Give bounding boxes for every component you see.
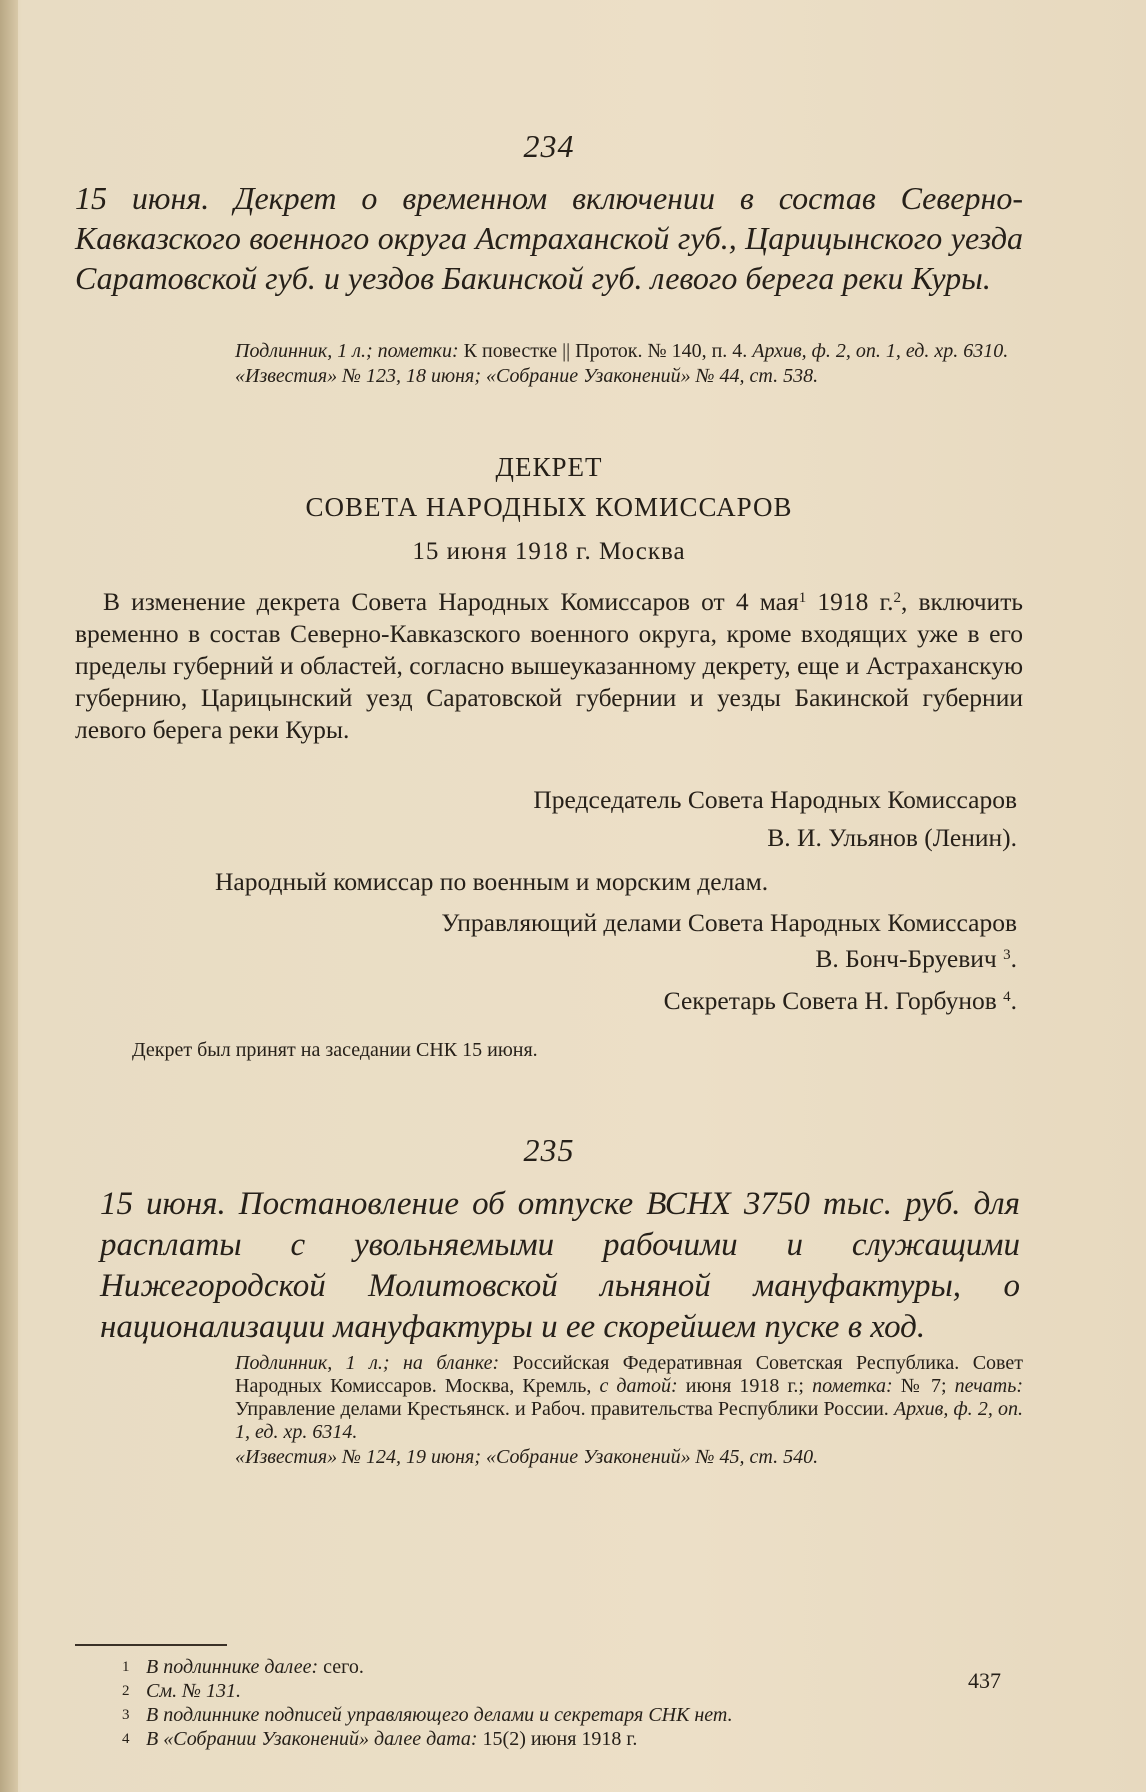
source-publication: «Известия» № 123, 18 июня; «Собрание Узаконений» № 44, ст. 538. [235,365,819,387]
signature-military-commissar: Народный комиссар по военным и морским делам. [215,867,769,896]
source-publication-235: «Известия» № 124, 19 июня; «Собрание Узаконений» № 45, ст. 540. [235,1446,819,1468]
src-mark: № 7; [892,1375,955,1397]
secretary-name: Секретарь Совета Н. Горбунов [663,986,997,1015]
decree-date-place: 15 июня 1918 г. Москва [412,538,686,565]
footnote-ref-2: 2 [893,590,901,606]
footnote-italic: В подлиннике далее: [146,1656,319,1678]
footnote-mark: 2 [122,1683,130,1699]
src-date: июня 1918 г.; [677,1375,813,1397]
footnote-text: сего. [318,1656,364,1678]
document-heading-235: 15 июня. Постановление об отпуске ВСНХ 3750 тыс. руб. для расплаты с увольняемыми рабочими и служащими Нижегородской Молитовской льняной мануфактуры, о национализации мануфактуры и ее скорейшем пуске в ход. [100,1186,1020,1345]
footnote-text: 15(2) июня 1918 г. [477,1728,638,1750]
source-archive: Архив, ф. 2, оп. 1, ед. хр. 6310. [752,340,1009,362]
signature-chairman-name: В. И. Ульянов (Ленин). [767,823,1017,852]
footnote-italic: См. № 131. [146,1680,241,1702]
footnote-divider [75,1644,227,1646]
document-number-234: 234 [523,128,575,164]
signature-secretary: Секретарь Совета Н. Горбунов $^4$. [663,986,1017,1015]
footnote-ref-4: 4 [1003,989,1011,1005]
footnote-mark: 4 [122,1731,130,1747]
footnote-mark: 1 [122,1659,130,1675]
src-original: Подлинник, 1 л.; на бланке: [235,1352,500,1374]
src-seal: Управление делами Крестьянск. и Рабоч. правительства Республики России. [235,1398,894,1420]
manager-name: В. Бонч-Бруевич [815,944,997,973]
footnote-3 [122,1704,1002,1726]
footnote-mark: 3 [122,1707,130,1723]
src-mark-label: пометка: [812,1375,893,1397]
signature-manager-role: Управляющий делами Совета Народных Комиссаров [441,908,1017,937]
footnote-4 [122,1728,1002,1750]
footnote-1 [122,1656,1002,1678]
footnote-ref-1: 1 [798,590,807,606]
signature-chairman-role: Председатель Совета Народных Комиссаров [533,785,1017,814]
document-number-235: 235 [523,1132,575,1168]
body-text-3: , включить временно в состав Северно-Кавказского военного округа, кроме входящих уже в его пределы губерний и областей, согласно вышеуказанному декрету, еще и Астраханскую губернию, Царицынский уезд Саратовской губернии и уезды Бакинской губернии левого берега реки Куры. [75,587,1023,744]
source-marks: К повестке || Проток. № 140, п. 4. [458,340,753,362]
src-date-label: с датой: [599,1375,678,1397]
source-reference-234 [75,340,1023,388]
document-heading-234: 15 июня. Декрет о временном включении в состав Северно-Кавказского военного округа Астраханской губ., Царицынского уезда Саратовской губ. и уездов Бакинской губ. левого берега реки Куры. [75,180,1023,296]
src-seal-label: печать: [954,1375,1023,1397]
decree-body [75,586,1023,746]
decree-title-line1: ДЕКРЕТ [495,452,603,482]
footnote-italic: В «Собрании Узаконений» далее дата: [146,1728,478,1750]
src-letterhead: Российская Федеративная Советская Республика. Совет Народных Комиссаров. Москва, Кремль, [235,1352,1023,1397]
signature-manager-name: В. Бонч-Бруевич $^3$. [815,944,1017,973]
footnote-2 [122,1680,1002,1702]
page-number: 437 [968,1668,1001,1693]
src-archive: Архив, ф. 2, оп. 1, ед. хр. 6314. [235,1398,1023,1443]
decree-title-line2: СОВЕТА НАРОДНЫХ КОМИССАРОВ [305,492,793,522]
footnote-ref-3: 3 [1003,947,1011,963]
source-italic: Подлинник, 1 л.; пометки: [235,340,459,362]
page-gutter [0,0,18,1792]
body-text-1: В изменение декрета Совета Народных Комиссаров от 4 мая [103,587,799,616]
source-reference-235 [75,1352,1023,1469]
body-text-2: 1918 г. [806,587,894,616]
decree-adoption-note: Декрет был принят на заседании СНК 15 июня. [132,1039,538,1061]
footnote-italic: В подлиннике подписей управляющего делами и секретаря СНК нет. [146,1704,733,1726]
